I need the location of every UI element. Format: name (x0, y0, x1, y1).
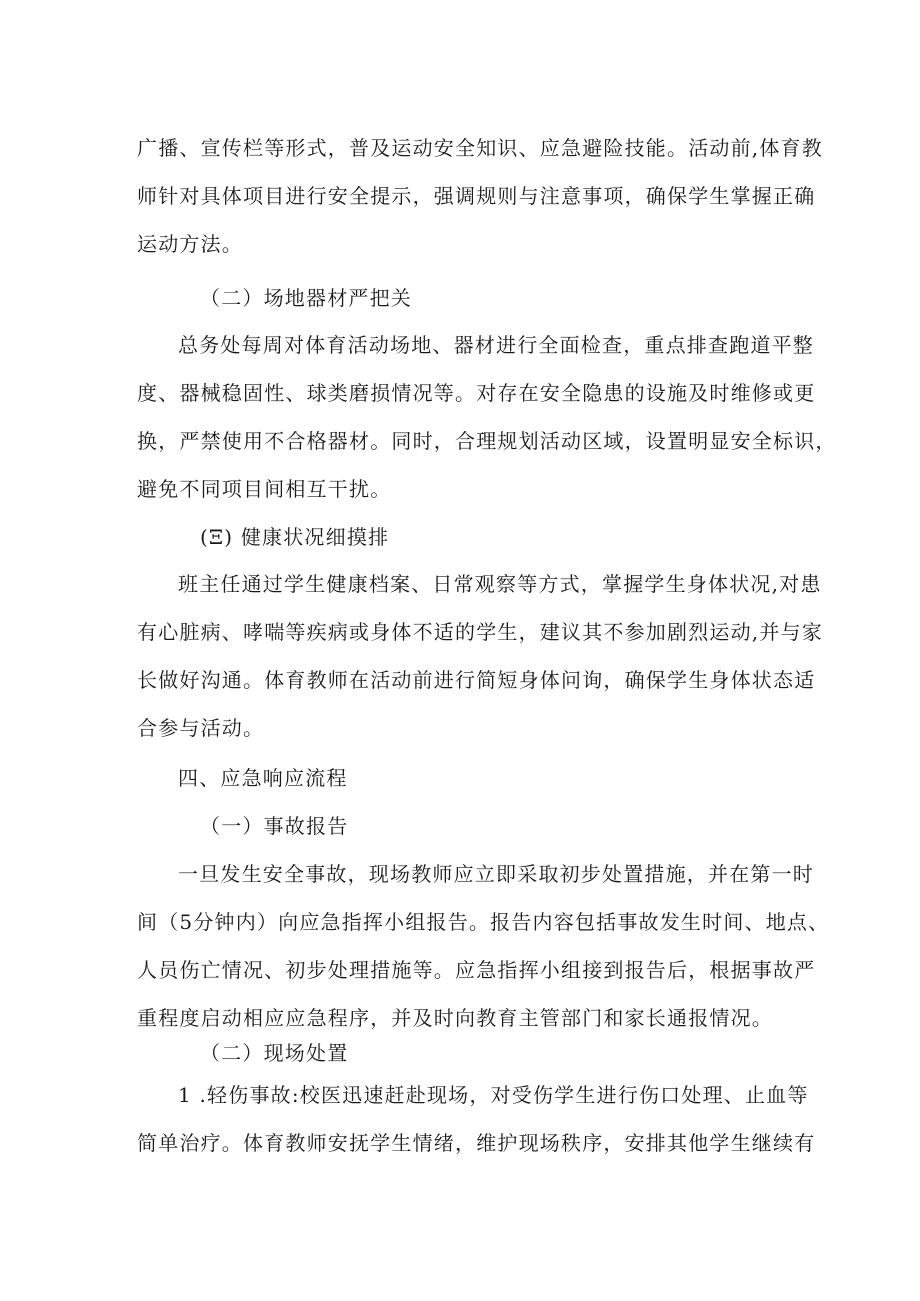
paragraph-line: 运动方法。 (137, 232, 243, 256)
section-heading: （二）场地器材严把关 (200, 286, 412, 310)
paragraph-line: 人员伤亡情况、初步处理措施等。应急指挥小组接到报告后，根据事故严 (137, 958, 816, 982)
chapter-heading: 四、应急响应流程 (178, 766, 348, 790)
paragraph-line: 换，严禁使用不合格器材。同时，合理规划活动区域，设置明显安全标识， (137, 429, 837, 453)
paragraph-line: 度、器械稳固性、球类磨损情况等。对存在安全隐患的设施及时维修或更 (137, 381, 816, 405)
paragraph-line: 重程度启动相应应急程序，并及时向教育主管部门和家长通报情况。 (137, 1006, 773, 1030)
paragraph-line: 简单治疗。体育教师安抚学生情绪，维护现场秩序，安排其他学生继续有 (137, 1131, 816, 1155)
paragraph-line: 一旦发生安全事故，现场教师应立即采取初步处置措施，并在第一时 (178, 862, 814, 886)
paragraph-line: 避免不同项目间相互干扰。 (137, 477, 392, 501)
section-heading: （一）事故报告 (200, 814, 349, 838)
paragraph-line: 有心脏病、哮喘等疾病或身体不适的学生，建议其不参加剧烈运动,并与家 (137, 620, 823, 644)
section-heading: （二）现场处置 (200, 1041, 349, 1065)
section-heading: (Ξ) 健康状况细摸排 (200, 525, 390, 549)
paragraph-line: 长做好沟通。体育教师在活动前进行简短身体问询，确保学生身体状态适 (137, 668, 816, 692)
paragraph-line: 间（5分钟内）向应急指挥小组报告。报告内容包括事故发生时间、地点、 (137, 910, 830, 934)
paragraph-line: 总务处每周对体育活动场地、器材进行全面检查，重点排查跑道平整 (178, 333, 814, 357)
paragraph-line: 师针对具体项目进行安全提示，强调规则与注意事项，确保学生掌握正确 (137, 184, 816, 208)
paragraph-line: 1 .轻伤事故:校医迅速赶赴现场，对受伤学生进行伤口处理、止血等 (178, 1083, 809, 1107)
paragraph-line: 合参与活动。 (137, 716, 265, 740)
paragraph-line: 班主任通过学生健康档案、日常观察等方式，掌握学生身体状况,对患 (178, 572, 822, 596)
paragraph-line: 广播、宣传栏等形式，普及运动安全知识、应急避险技能。活动前,体育教 (137, 136, 823, 160)
